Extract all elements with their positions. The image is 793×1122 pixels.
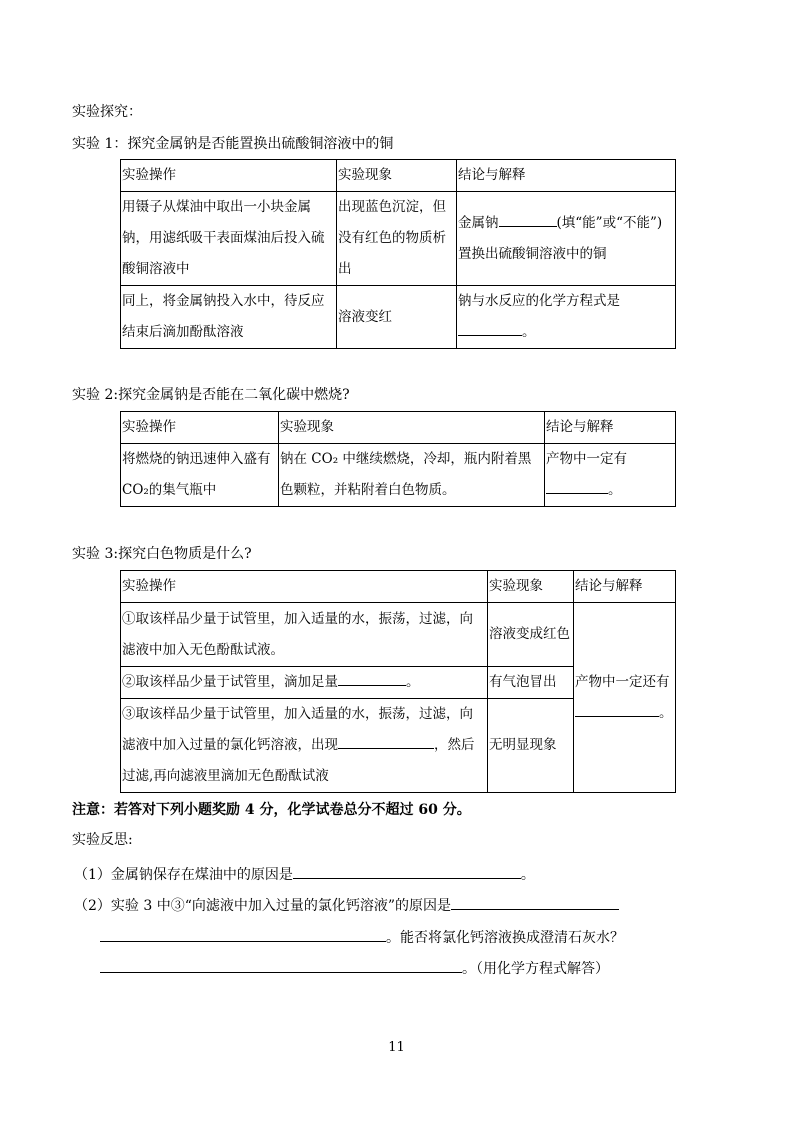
reflection-title: 实验反思: [72, 832, 133, 848]
table-header-row [121, 160, 676, 192]
answer-blank[interactable] [100, 956, 462, 973]
table-row [121, 444, 676, 507]
header-operation: 实验操作 [121, 412, 279, 444]
conclusion-end: 。 [522, 324, 536, 340]
exp3-table [120, 570, 676, 793]
operation-cell [121, 699, 488, 793]
table-row [121, 192, 676, 286]
answer-blank[interactable] [338, 732, 434, 749]
exp2-table [120, 411, 676, 507]
observation-cell: 有气泡冒出 [488, 667, 574, 699]
operation-cell: 同上，将金属钠投入水中，待反应结束后滴加酚酞溶液 [121, 286, 337, 349]
exp3-title: 实验 3:探究白色物质是什么? [72, 546, 252, 562]
conclusion-text: 产物中一定还有 [575, 673, 670, 690]
observation-cell: 出现蓝色沉淀，但没有红色的物质析出 [337, 192, 457, 286]
answer-blank[interactable] [338, 669, 406, 686]
table-row [121, 286, 676, 349]
table-header-row [121, 412, 676, 444]
conclusion-text: 钠与水反应的化学方程式是 [458, 293, 620, 309]
header-operation: 实验操作 [121, 571, 488, 603]
conclusion-cell [457, 286, 676, 349]
question-text: （2）实验 3 中③“向滤液中加入过量的氯化钙溶液”的原因是 [74, 898, 452, 914]
operation-text: ③取该样品少量于试管里，加入适量的水，振荡，过滤，向滤液中加入过量的氯化钙溶液，出现 [122, 706, 473, 753]
answer-blank[interactable] [458, 319, 522, 336]
answer-blank[interactable] [293, 862, 521, 879]
operation-end: 。 [406, 674, 420, 690]
answer-blank[interactable] [451, 893, 619, 910]
header-conclusion: 结论与解释 [545, 412, 676, 444]
conclusion-cell [574, 603, 676, 793]
reflection-q2-line3 [100, 956, 609, 979]
reflection-q1 [74, 862, 535, 885]
answer-blank[interactable] [499, 210, 557, 227]
reflection-q2-line2 [100, 925, 624, 948]
observation-cell: 无明显现象 [488, 699, 574, 793]
header-observation: 实验现象 [279, 412, 545, 444]
bonus-note: 注意：若答对下列小题奖励 4 分，化学试卷总分不超过 60 分。 [72, 802, 471, 818]
exp1-title: 实验 1：探究金属钠是否能置换出硫酸铜溶液中的铜 [72, 136, 394, 152]
header-observation: 实验现象 [337, 160, 457, 192]
observation-cell: 钠在 CO₂ 中继续燃烧，冷却，瓶内附着黑色颗粒，并粘附着白色物质。 [279, 444, 545, 507]
observation-cell: 溶液变红 [337, 286, 457, 349]
conclusion-end: 。 [659, 704, 673, 721]
header-observation: 实验现象 [488, 571, 574, 603]
conclusion-end: 。 [608, 482, 622, 498]
header-operation: 实验操作 [121, 160, 337, 192]
conclusion-cell [545, 444, 676, 507]
conclusion-hint: (填“能”或“不能”) [556, 214, 663, 231]
answer-blank[interactable] [546, 477, 608, 494]
page-number: 11 [388, 1040, 405, 1055]
conclusion-cell [457, 192, 676, 286]
operation-cell [121, 667, 488, 699]
observation-cell: 溶液变成红色 [488, 603, 574, 667]
conclusion-text: 产物中一定有 [546, 451, 627, 467]
operation-text: ②取该样品少量于试管里，滴加足量 [122, 674, 338, 690]
exp1-table [120, 159, 676, 349]
question-text: 。能否将氯化钙溶液换成澄清石灰水？ [386, 930, 624, 946]
operation-cell: 将燃烧的钠迅速伸入盛有CO₂的集气瓶中 [121, 444, 279, 507]
answer-blank[interactable] [575, 700, 659, 717]
answer-blank[interactable] [100, 925, 386, 942]
question-text: 。（用化学方程式解答） [462, 961, 609, 977]
question-end: 。 [520, 867, 535, 883]
question-text: （1）金属钠保存在煤油中的原因是 [74, 867, 293, 883]
table-header-row [121, 571, 676, 603]
table-row [121, 603, 676, 667]
operation-cell: 用镊子从煤油中取出一小块金属钠，用滤纸吸干表面煤油后投入硫酸铜溶液中 [121, 192, 337, 286]
header-conclusion: 结论与解释 [574, 571, 676, 603]
exp2-title: 实验 2:探究金属钠是否能在二氧化碳中燃烧? [72, 387, 350, 403]
operation-text: ，然后过滤,再向滤液里滴加无色酚酞试液 [122, 737, 475, 784]
conclusion-text: 置换出硫酸铜溶液中的铜 [458, 245, 607, 262]
reflection-q2 [74, 893, 619, 916]
section-intro: 实验探究： [72, 104, 142, 120]
conclusion-text: 金属钠 [458, 214, 499, 231]
operation-cell: ①取该样品少量于试管里，加入适量的水，振荡，过滤，向滤液中加入无色酚酞试液。 [121, 603, 488, 667]
header-conclusion: 结论与解释 [457, 160, 676, 192]
